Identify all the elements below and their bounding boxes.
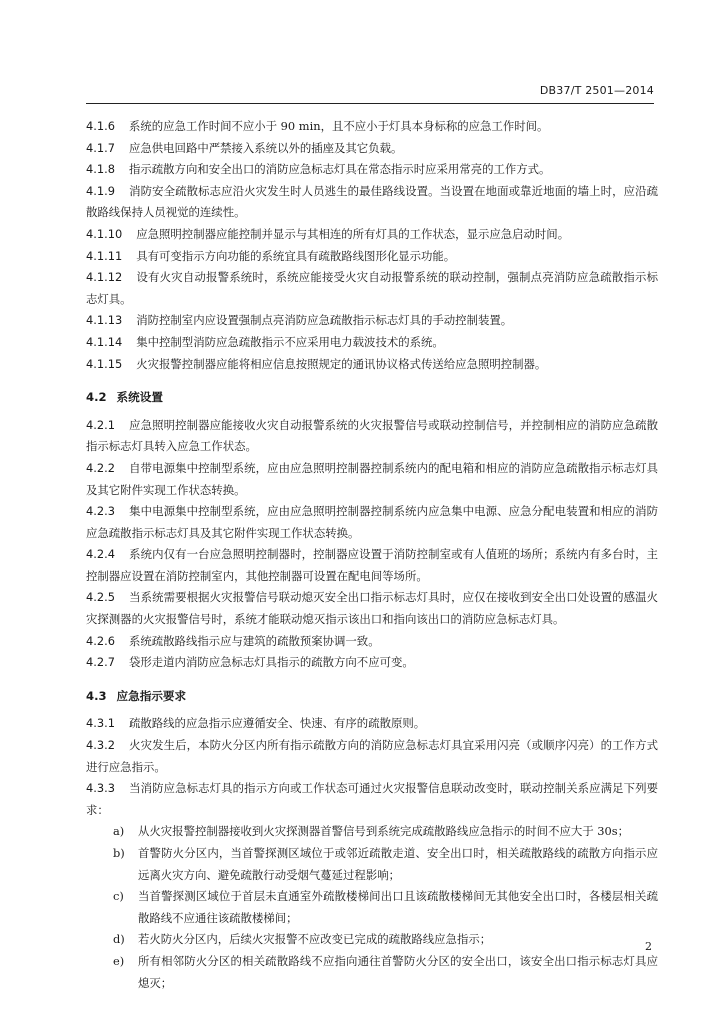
clause-text: 应急照明控制器应能控制并显示与其相连的所有灯具的工作状态，显示应急启动时间。 bbox=[136, 226, 570, 241]
list-item-text: 从火灾报警控制器接收到火灾探测器首警信号到系统完成疏散路线应急指示的时间不应大于 30s； bbox=[138, 824, 629, 839]
clause-text: 自带电源集中控制型系统，应由应急照明控制器控制系统内的配电箱和相应的消防应急疏散指示标志灯具及其它附件实现工作状态转换。 bbox=[86, 460, 658, 497]
clause-text: 火灾报警控制器应能将相应信息按照规定的通讯协议格式传送给应急照明控制器。 bbox=[136, 356, 547, 371]
clause-number: 4.1.11 bbox=[86, 248, 123, 263]
clause-text: 指示疏散方向和安全出口的消防应急标志灯具在常态指示时应采用常亮的工作方式。 bbox=[128, 162, 551, 177]
list-marker: b) bbox=[113, 846, 125, 860]
clause-number: 4.1.13 bbox=[86, 313, 123, 328]
clause-text: 袋形走道内消防应急标志灯具指示的疏散方向不应可变。 bbox=[128, 655, 414, 670]
list-marker: d) bbox=[113, 932, 125, 947]
document-body bbox=[86, 116, 658, 994]
clause-number: 4.2.3 bbox=[86, 504, 115, 519]
header-rule bbox=[86, 103, 654, 104]
section-heading-4-3 bbox=[86, 686, 658, 708]
clause-paragraph bbox=[86, 246, 658, 268]
clause-paragraph bbox=[86, 181, 658, 224]
section-number: 4.2 bbox=[86, 390, 107, 405]
clause-number: 4.3.1 bbox=[86, 716, 115, 731]
clause-text: 系统内仅有一台应急照明控制器时，控制器应设置于消防控制室或有人值班的场所；系统内有多台时，主控制器应设置在消防控制室内，其他控制器可设置在配电间等场所。 bbox=[86, 547, 658, 583]
clause-paragraph bbox=[86, 332, 658, 354]
clause-paragraph bbox=[86, 713, 658, 735]
clause-paragraph bbox=[86, 267, 658, 310]
clause-number: 4.1.10 bbox=[86, 226, 123, 241]
clause-paragraph bbox=[86, 116, 658, 138]
clause-text: 具有可变指示方向功能的系统宜具有疏散路线图形化显示功能。 bbox=[136, 248, 456, 263]
clause-paragraph bbox=[86, 138, 658, 160]
clause-number: 4.3.3 bbox=[86, 781, 115, 796]
clause-text: 应急供电回路中严禁接入系统以外的插座及其它负载。 bbox=[128, 140, 403, 155]
clause-number: 4.1.12 bbox=[86, 270, 123, 285]
clause-number: 4.1.7 bbox=[86, 140, 115, 155]
list-marker: c) bbox=[113, 889, 124, 904]
clause-text: 设有火灾自动报警系统时，系统应能接受火灾自动报警系统的联动控制，强制点亮消防应急疏散指示标志灯具。 bbox=[86, 270, 658, 306]
clause-number: 4.2.4 bbox=[86, 547, 115, 562]
clause-number: 4.1.8 bbox=[86, 162, 115, 177]
list-item bbox=[86, 821, 658, 843]
clause-paragraph bbox=[86, 310, 658, 332]
clause-text: 疏散路线的应急指示应遵循安全、快速、有序的疏散原则。 bbox=[128, 716, 426, 731]
clause-text: 消防安全疏散标志应沿火灾发生时人员逃生的最佳路线设置。当设置在地面或靠近地面的墙上时，应沿疏散路线保持人员视觉的连续性。 bbox=[86, 183, 658, 220]
list-item bbox=[86, 886, 658, 929]
clause-paragraph bbox=[86, 735, 658, 778]
clause-paragraph bbox=[86, 354, 658, 376]
page-number: 2 bbox=[645, 940, 652, 953]
clause-text: 当系统需要根据火灾报警信号联动熄灭安全出口指示标志灯具时，应仅在接收到安全出口处设置的感温火灾探测器的火灾报警信号时，系统才能联动熄灭指示该出口和指向该出口的消防应急标志灯具。 bbox=[86, 590, 658, 627]
clause-paragraph bbox=[86, 501, 658, 544]
clause-number: 4.1.6 bbox=[86, 119, 115, 133]
list-item bbox=[86, 843, 658, 886]
clause-text: 集中电源集中控制型系统，应由应急照明控制器控制系统内应急集中电源、应急分配电装置和相应的消防应急疏散指示标志灯具及其它附件实现工作状态转换。 bbox=[86, 504, 658, 540]
section-title: 系统设置 bbox=[116, 390, 163, 405]
clause-paragraph bbox=[86, 159, 658, 181]
list-item-text: 若火防火分区内，后续火灾报警不应改变已完成的疏散路线应急指示； bbox=[138, 932, 492, 947]
clauses-4-1 bbox=[86, 116, 658, 375]
clause-paragraph bbox=[86, 652, 658, 674]
clause-paragraph bbox=[86, 631, 658, 653]
clauses-4-2 bbox=[86, 415, 658, 674]
clause-paragraph bbox=[86, 415, 658, 458]
list-item bbox=[86, 951, 658, 994]
clause-number: 4.1.15 bbox=[86, 356, 123, 371]
clause-paragraph bbox=[86, 224, 658, 246]
section-number: 4.3 bbox=[86, 688, 107, 703]
clause-paragraph bbox=[86, 778, 658, 821]
clause-text: 火灾发生后，本防火分区内所有指示疏散方向的消防应急标志灯具宜采用闪亮（或顺序闪亮）的工作方式进行应急指示。 bbox=[86, 738, 658, 774]
clauses-4-3 bbox=[86, 713, 658, 821]
clause-number: 4.2.7 bbox=[86, 655, 115, 670]
clause-number: 4.1.9 bbox=[86, 183, 115, 198]
clause-text: 应急照明控制器应能接收火灾自动报警系统的火灾报警信号或联动控制信号，并控制相应的消防应急疏散指示标志灯具转入应急工作状态。 bbox=[86, 417, 658, 454]
list-item-text: 首警防火分区内，当首警探测区域位于或邻近疏散走道、安全出口时，相关疏散路线的疏散方向指示应远离火灾方向、避免疏散行动受烟气蔓延过程影响； bbox=[138, 846, 658, 882]
clause-number: 4.2.2 bbox=[86, 460, 115, 475]
clause-text: 系统的应急工作时间不应小于 90 min，且不应小于灯具本身标称的应急工作时间。 bbox=[128, 119, 549, 133]
requirement-list bbox=[86, 821, 658, 994]
list-item-text: 所有相邻防火分区的相关疏散路线不应指向通往首警防火分区的安全出口，该安全出口指示标志灯具应熄灭； bbox=[138, 953, 658, 990]
clause-text: 集中控制型消防应急疏散指示不应采用电力载波技术的系统。 bbox=[136, 334, 444, 349]
clause-text: 消防控制室内应设置强制点亮消防应急疏散指示标志灯具的手动控制装置。 bbox=[136, 313, 513, 328]
clause-text: 当消防应急标志灯具的指示方向或工作状态可通过火灾报警信息联动改变时，联动控制关系应满足下列要求： bbox=[86, 781, 658, 817]
section-heading-4-2 bbox=[86, 387, 658, 409]
clause-paragraph bbox=[86, 458, 658, 501]
clause-number: 4.2.1 bbox=[86, 417, 115, 432]
list-item-text: 当首警探测区域位于首层未直通室外疏散楼梯间出口且该疏散楼梯间无其他安全出口时，各楼层相关疏散路线不应通往该疏散楼梯间； bbox=[138, 889, 658, 925]
section-title: 应急指示要求 bbox=[116, 688, 187, 703]
clause-text: 系统疏散路线指示应与建筑的疏散预案协调一致。 bbox=[128, 633, 380, 648]
clause-paragraph bbox=[86, 587, 658, 630]
doc-code-header: DB37/T 2501—2014 bbox=[539, 84, 654, 97]
clause-number: 4.3.2 bbox=[86, 738, 115, 753]
list-marker: a) bbox=[113, 824, 125, 839]
list-marker: e) bbox=[113, 953, 125, 968]
clause-number: 4.2.6 bbox=[86, 633, 115, 648]
clause-number: 4.1.14 bbox=[86, 334, 123, 349]
clause-number: 4.2.5 bbox=[86, 590, 115, 605]
list-item bbox=[86, 929, 658, 951]
clause-paragraph bbox=[86, 544, 658, 587]
